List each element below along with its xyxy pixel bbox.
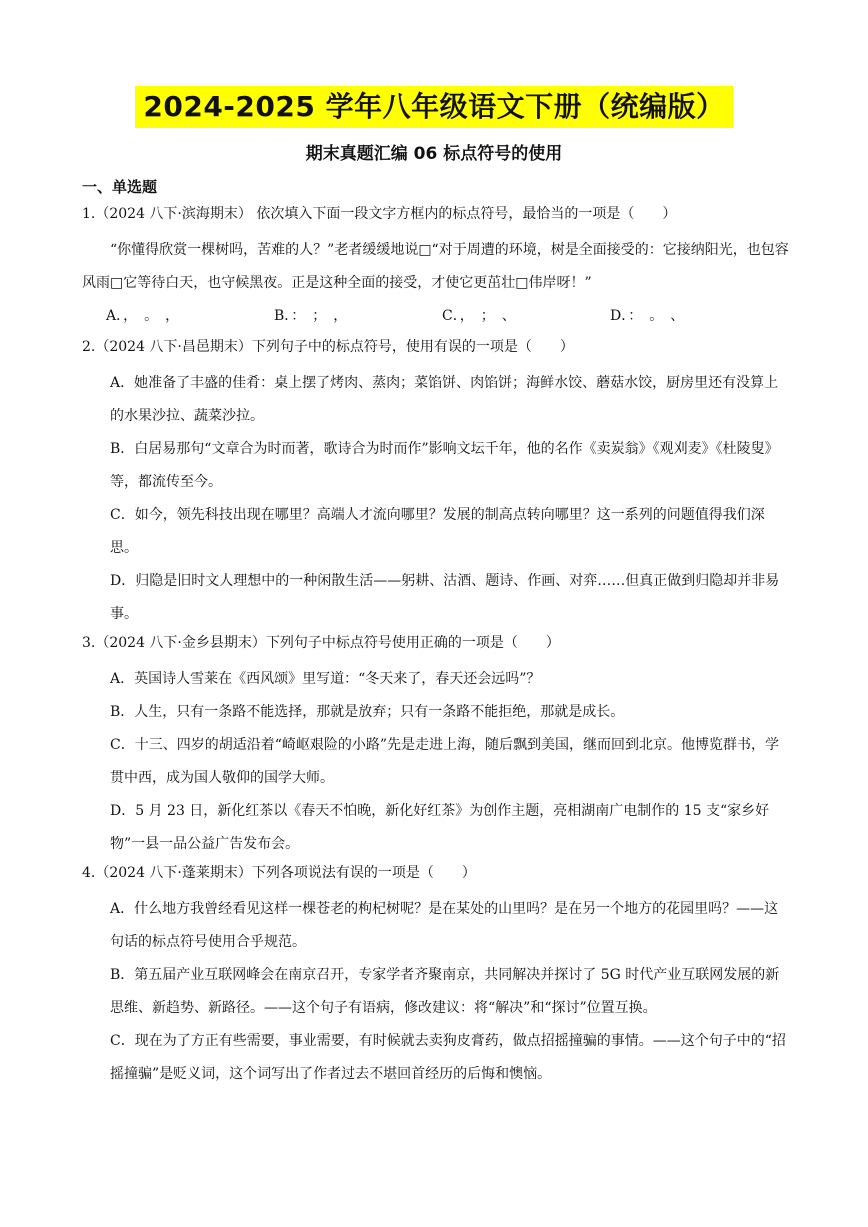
question-3 <box>82 631 790 861</box>
option-c: C．现在为了方正有些需要，事业需要，有时候就去卖狗皮膏药，做点招摇撞骗的事情。——这个句子中的“招摇撞骗”是贬义词，这个词写出了作者过去不堪回首经历的后悔和懊恼。 <box>110 1033 786 1082</box>
option-b: B．第五届产业互联网峰会在南京召开，专家学者齐聚南京，共同解决并探讨了 5G 时代产业互联网发展的新思维、新趋势、新路径。——这个句子有语病，修改建议：将“解决”和“探讨”位置互换。 <box>110 967 780 1016</box>
option-d: D．： 。 、 <box>610 308 685 324</box>
option-a: A．英国诗人雪莱在《西风颂》里写道：“冬天来了，春天还会远吗”？ <box>110 671 541 687</box>
option-b: B．白居易那句“文章合为时而著，歌诗合为时而作”影响文坛千年，他的名作《卖炭翁》《观刈麦》《杜陵叟》等，都流传至今。 <box>110 441 779 490</box>
options-row <box>82 300 790 333</box>
option-b: B．人生，只有一条路不能选择，那就是放弃；只有一条路不能拒绝，那就是成长。 <box>110 704 625 720</box>
option-b: B．： ； ， <box>274 308 348 324</box>
questions-list <box>82 202 790 1091</box>
section-heading: 一、单选题 <box>82 178 158 196</box>
option-d: D．5 月 23 日，新化红茶以《春天不怕晚，新化好红茶》为创作主题，亮相湖南广电制作的 15 支“家乡好物”一县一品公益广告发布会。 <box>110 803 770 852</box>
question-1 <box>82 202 790 333</box>
option-a: A．什么地方我曾经看见这样一棵苍老的枸杞树呢？是在某处的山里吗？是在另一个地方的花园里吗？——这句话的标点符号使用合乎规范。 <box>110 901 779 950</box>
question-4 <box>82 861 790 1091</box>
option-c: C．如今，领先科技出现在哪里？高端人才流向哪里？发展的制高点转向哪里？这一系列的问题值得我们深思。 <box>110 507 765 556</box>
question-stem: 2.（2024 八下·昌邑期末）下列句子中的标点符号，使用有误的一项是（ ） <box>82 339 574 355</box>
question-stem: 3.（2024 八下·金乡县期末）下列句子中标点符号使用正确的一项是（ ） <box>82 635 560 651</box>
question-stem: 4.（2024 八下·蓬莱期末）下列各项说法有误的一项是（ ） <box>82 865 476 881</box>
option-c: C．十三、四岁的胡适沿着“崎岖艰险的小路”先是走进上海，随后飘到美国，继而回到北京。他博览群书，学贯中西，成为国人敬仰的国学大师。 <box>110 737 780 786</box>
option-a: A．她准备了丰盛的佳肴：桌上摆了烤肉、蒸肉；菜馅饼、肉馅饼；海鲜水饺、蘑菇水饺，厨房里还有没算上的水果沙拉、蔬菜沙拉。 <box>110 375 779 424</box>
option-c: C．， ； 、 <box>442 308 516 324</box>
option-d: D．归隐是旧时文人理想中的一种闲散生活——躬耕、沽酒、题诗、作画、对弈……但真正做到归隐却并非易事。 <box>110 573 780 622</box>
option-a: A．， 。 ， <box>106 308 180 324</box>
document-title: 2024-2025 学年八年级语文下册（统编版） <box>135 86 732 128</box>
document-subtitle: 期末真题汇编 06 标点符号的使用 <box>305 144 563 164</box>
question-passage: “你懂得欣赏一棵树吗，苦难的人？”老者缓缓地说□“对于周遭的环境，树是全面接受的：它接纳阳光，也包容风雨□它等待白天，也守候黑夜。正是这种全面的接受，才使它更茁壮□伟岸呀！” <box>82 242 789 291</box>
question-2 <box>82 335 790 631</box>
title-block <box>0 86 868 128</box>
question-stem: 1.（2024 八下·滨海期末） 依次填入下面一段文字方框内的标点符号，最恰当的一项是（ ） <box>82 206 677 222</box>
